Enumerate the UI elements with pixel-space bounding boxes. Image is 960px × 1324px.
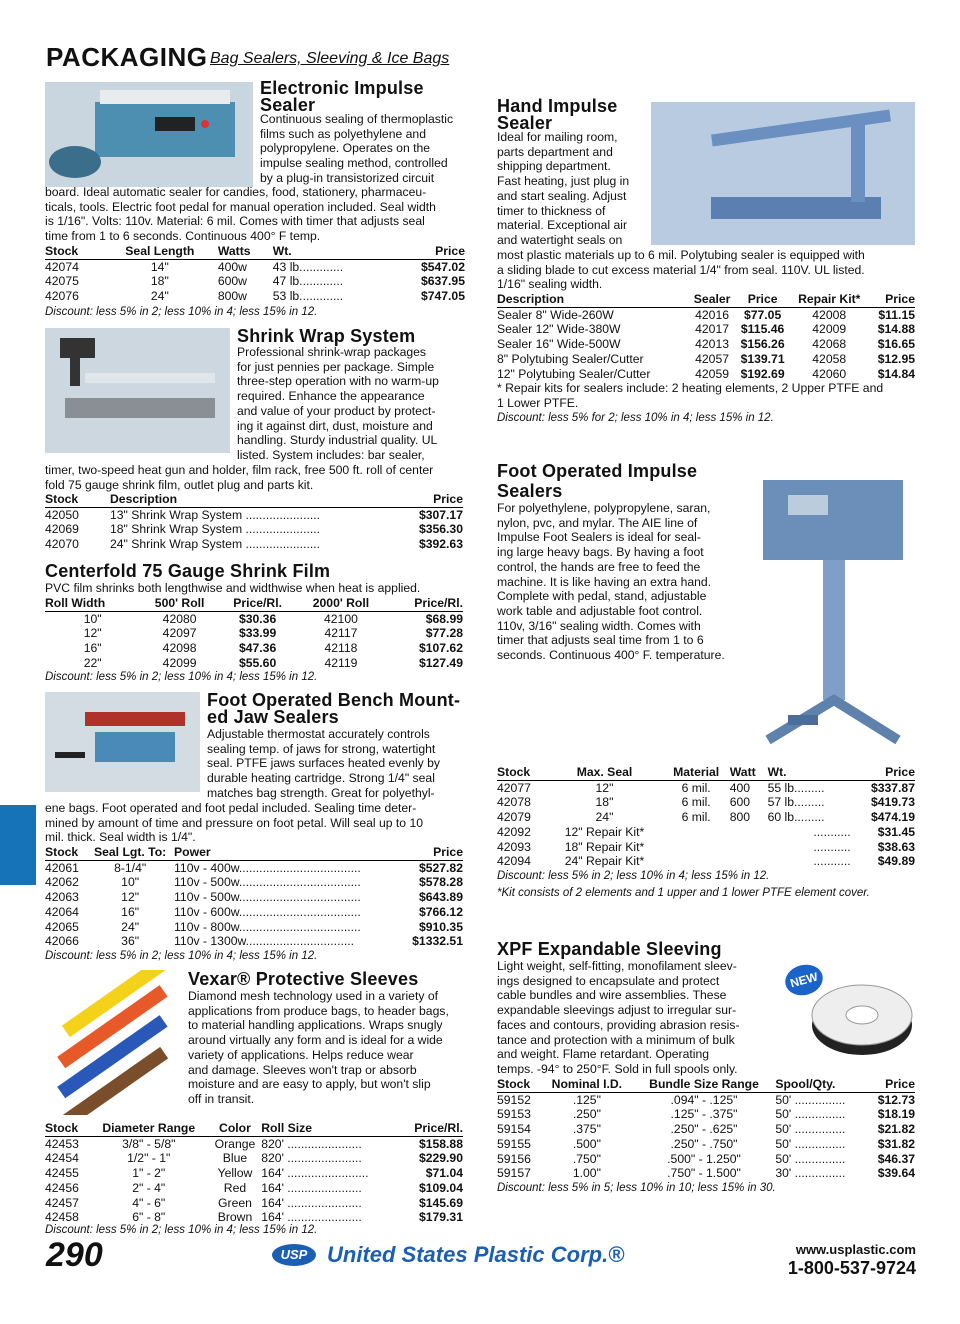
table-row: 42063 12" 110v - 500w.................................... $643.89 <box>45 890 463 905</box>
new-badge: NEW <box>782 961 826 1000</box>
table-row: 42066 36" 110v - 1300w................................ $1332.51 <box>45 934 463 949</box>
table-row: 59155 .500" .250" - .750" 50' ............... $31.82 <box>497 1136 915 1151</box>
foot-price-table: Stock Max. Seal Material Watt Wt. Price 42077 12" 6 mil. 400 55 lb......... $337.87 42078 18" 6 mil. 600 57 lb......... $419.73 42079 24" 6 mil. 800 60 lb......... $474.19 42092 12" Repair Kit* ........... $31.45 42093 18" Repair Kit* ........... $38.63 42094 24" Repair Kit* ........... $49.89 <box>497 765 915 869</box>
table-row: 42092 12" Repair Kit* ........... $31.45 <box>497 824 915 839</box>
shrink-wrap-image <box>45 328 230 453</box>
shrink-description: Professional shrink-wrap packages for just pennies per package. Simple three-step operation with no warm-up required. Enhance the appearance and value of your product by protect- ing it against dirt, dust, moisture and handling. Sturdy industrial quality. UL listed. System includes: bar sealer, <box>237 345 439 462</box>
vexar-sleeves-image <box>45 970 183 1115</box>
foot-discount: Discount: less 5% in 2; less 10% in 4; less 15% in 12. <box>497 870 770 882</box>
vexar-discount: Discount: less 5% in 2; less 10% in 4; less 15% in 12. <box>45 1224 318 1236</box>
table-row: 42065 24" 110v - 800w.................................... $910.35 <box>45 919 463 934</box>
table-row: 42077 12" 6 mil. 400 55 lb......... $337.87 <box>497 780 915 795</box>
electronic-sealer-image <box>45 82 253 187</box>
table-row: 8" Polytubing Sealer/Cutter 42057 $139.71 42058 $12.95 <box>497 351 915 366</box>
table-row: 42062 10" 110v - 500w.................................... $578.28 <box>45 875 463 890</box>
electronic-price-table: Stock Seal Length Watts Wt. Price 42074 14" 400w 43 lb............. $547.02 42075 18" 600w 47 lb............. $637.95 42076 24" 800w 53 lb............. $747.05 <box>45 244 465 304</box>
electronic-title: Electronic Impulse Sealer <box>260 78 424 115</box>
table-row: 42061 8-1/4" 110v - 400w.................................... $527.82 <box>45 860 463 875</box>
section-tab <box>0 805 36 885</box>
table-row: 42458 6" - 8" Brown 164' ...................... $179.31 <box>45 1210 463 1225</box>
table-row: 42075 18" 600w 47 lb............. $637.95 <box>45 274 465 289</box>
table-row: 42093 18" Repair Kit* ........... $38.63 <box>497 839 915 854</box>
table-row: 42094 24" Repair Kit* ........... $49.89 <box>497 854 915 869</box>
table-row: 42070 24" Shrink Wrap System ...................... $392.63 <box>45 537 463 552</box>
table-row: 12" 42097 $33.99 42117 $77.28 <box>83 626 463 641</box>
vexar-description: Diamond mesh technology used in a variety of applications from produce bags, to header bags, to material handling applications. Wraps snugly around virtually any form and is ideal for a wide variety of applications. Helps reduce wear and damage. Sleeves won't trap or absorb moisture and are easy to apply, but won't slip off in transit. <box>188 989 449 1106</box>
vexar-price-table: Stock Diameter Range Color Roll Size Price/Rl. 42453 3/8" - 5/8" Orange 820' ...................... $158.88 42454 1/2" - 1" Blue 820' ...................... $229.90 42455 1" - 2" Yellow 164' ........................ $71.04 42456 2" - 4" Red 164' ...................... $109.04 42457 4" - 6" Green 164' ...................... $145.69 42458 6" - 8" Brown 164' ...................... $179.31 <box>45 1121 463 1225</box>
page-subtitle: Bag Sealers, Sleeving & Ice Bags <box>210 50 450 67</box>
table-row: 42069 18" Shrink Wrap System ...................... $356.30 <box>45 522 463 537</box>
electronic-description-cont: board. Ideal automatic sealer for candies, food, stationery, pharmaceu- ticals, tools. Electric foot pedal for manual operation included. Seal width is 1/16". Volts: 110v. Material: 6 mil. Comes with timer that adjusts seal time from 1 to 6 seconds. Continuous 400° F temp. <box>45 185 436 244</box>
hand-description: Ideal for mailing room, parts department and shipping department. Fast heating, just plug in and start sealing. Adjust timer to thickness of material. Exceptional air and watertight seals on <box>497 130 630 247</box>
page-title: PACKAGING <box>46 42 208 72</box>
table-row: 22" 42099 $55.60 42119 $127.49 <box>83 655 463 670</box>
table-row: Sealer 8" Wide-260W 42016 $77.05 42008 $11.15 <box>497 307 915 322</box>
hand-repair-note: * Repair kits for sealers include: 2 heating elements, 2 Upper PTFE and 1 Lower PTFE. <box>497 381 884 410</box>
table-row: 59152 .125" .094" - .125" 50' ............... $12.73 <box>497 1092 915 1107</box>
table-row: 10" 42080 $30.36 42100 $68.99 <box>83 611 463 626</box>
centerfold-description: PVC film shrinks both lengthwise and widthwise when heat is applied. <box>45 581 421 595</box>
centerfold-price-table: Roll Width 500' Roll Price/Rl. 2000' Roll Price/Rl. 10" 42080 $30.36 42100 $68.99 12" 42097 $33.99 42117 $77.28 16" 42098 $47.36 42118 $107.62 22" 42099 $55.60 42119 $127.49 <box>45 596 463 670</box>
foot-description: For polyethylene, polypropylene, saran, nylon, pvc, and mylar. The AIE line of Impulse Foot Sealers is ideal for seal- ing large heavy bags. By having a foot control, the hands are free to feed the machine. It is like having an extra hand. Complete with pedal, stand, adjustable work table and adjustable foot control. 110v, 3/16" sealing width. Comes with timer that adjusts seal time from 1 to 6 seconds. Continuous 400° F. temperature. <box>497 501 725 663</box>
shrink-price-table: Stock Description Price 42050 13" Shrink Wrap System ...................... $307.17 42069 18" Shrink Wrap System ...................... $356.30 42070 24" Shrink Wrap System ...................... $392.63 <box>45 492 463 552</box>
table-row: 42076 24" 800w 53 lb............. $747.05 <box>45 289 465 304</box>
website-url[interactable]: www.usplastic.com <box>795 1242 916 1257</box>
table-row: 42079 24" 6 mil. 800 60 lb......... $474.19 <box>497 810 915 825</box>
hand-description-cont: most plastic materials up to 6 mil. Polytubing sealer is equipped with a sliding blade to cut excess material 1/4" from seal. 110V. UL listed. 1/16" sealing width. <box>497 248 865 292</box>
jaw-description: Adjustable thermostat accurately controls sealing temp. of jaws for strong, watertight seal. PTFE jaws surfaces heated evenly by durable heating cartridge. Strong 1/4" seal matches bag strength. Great for polyethyl- <box>207 727 441 800</box>
xpf-title: XPF Expandable Sleeving <box>497 939 722 959</box>
hand-sealer-image <box>651 102 915 245</box>
hand-price-table: Description Sealer Price Repair Kit* Price Sealer 8" Wide-260W 42016 $77.05 42008 $11.15 Sealer 12" Wide-380W 42017 $115.46 42009 $14.88 Sealer 16" Wide-500W 42013 $156.26 42068 $16.65 8" Polytubing Sealer/Cutter 42057 $139.71 42058 $12.95 12" Polytubing Sealer/Cutter 42059 $192.69 42060 $14.84 <box>497 292 915 381</box>
electronic-discount: Discount: less 5% in 2; less 10% in 4; less 15% in 12. <box>45 306 318 318</box>
table-row: Sealer 16" Wide-500W 42013 $156.26 42068 $16.65 <box>497 337 915 352</box>
vexar-title: Vexar® Protective Sleeves <box>188 969 419 989</box>
jaw-price-table: Stock Seal Lgt. To: Power Price 42061 8-1/4" 110v - 400w.................................... $527.82 42062 10" 110v - 500w.................................... $578.28 42063 12" 110v - 500w.................................... $643.89 42064 16" 110v - 600w.................................... $766.12 42065 24" 110v - 800w.................................... $910.35 42066 36" 110v - 1300w................................ $1332.51 <box>45 845 463 949</box>
table-row: 42453 3/8" - 5/8" Orange 820' ...................... $158.88 <box>45 1136 463 1151</box>
table-row: 42074 14" 400w 43 lb............. $547.02 <box>45 259 465 274</box>
foot-title: Foot Operated Impulse Sealers <box>497 461 698 501</box>
table-row: Sealer 12" Wide-380W 42017 $115.46 42009 $14.88 <box>497 322 915 337</box>
foot-sealer-image <box>748 470 918 755</box>
shrink-title: Shrink Wrap System <box>237 326 416 346</box>
table-row: 59154 .375" .250" - .625" 50' ............... $21.82 <box>497 1122 915 1137</box>
jaw-sealer-image <box>45 692 200 792</box>
table-row: 42454 1/2" - 1" Blue 820' ...................... $229.90 <box>45 1151 463 1166</box>
hand-title: Hand Impulse Sealer <box>497 96 618 133</box>
hand-discount: Discount: less 5% for 2; less 10% in 4; less 15% in 12. <box>497 412 774 424</box>
table-row: 42456 2" - 4" Red 164' ...................... $109.04 <box>45 1180 463 1195</box>
jaw-discount: Discount: less 5% in 2; less 10% in 4; less 15% in 12. <box>45 950 318 962</box>
centerfold-discount: Discount: less 5% in 2; less 10% in 4; less 15% in 12. <box>45 671 318 683</box>
table-row: 59153 .250" .125" - .375" 50' ............... $18.19 <box>497 1107 915 1122</box>
table-row: 42050 13" Shrink Wrap System ...................... $307.17 <box>45 507 463 522</box>
table-row: 16" 42098 $47.36 42118 $107.62 <box>83 641 463 656</box>
electronic-description: Continuous sealing of thermoplastic films such as polyethylene and polypropylene. Operates on the impulse sealing method, controlled by a plug-in transistorized circuit <box>260 112 454 185</box>
table-row: 42457 4" - 6" Green 164' ...................... $145.69 <box>45 1195 463 1210</box>
table-row: 42064 16" 110v - 600w.................................... $766.12 <box>45 904 463 919</box>
usp-logo: USP <box>272 1244 316 1266</box>
page-number: 290 <box>46 1236 103 1274</box>
table-row: 59157 1.00" .750" - 1.500" 30' ............... $39.64 <box>497 1166 915 1181</box>
table-row: 12" Polytubing Sealer/Cutter 42059 $192.69 42060 $14.84 <box>497 366 915 381</box>
foot-kit-note: *Kit consists of 2 elements and 1 upper and 1 lower PTFE element cover. <box>497 887 870 899</box>
jaw-description-cont: ene bags. Foot operated and foot pedal included. Sealing time deter- mined by amount of time and pressure on foot petal. Will seal up to 10 mil. thick. Seal width is 1/4". <box>45 801 424 845</box>
jaw-title: Foot Operated Bench Mount- ed Jaw Sealers <box>207 690 461 727</box>
table-row: 42455 1" - 2" Yellow 164' ........................ $71.04 <box>45 1166 463 1181</box>
xpf-discount: Discount: less 5% in 5; less 10% in 10; less 15% in 30. <box>497 1182 776 1194</box>
shrink-description-cont: timer, two-speed heat gun and holder, film rack, free 500 ft. roll of center fold 75 gauge shrink film, outlet plug and parts kit. <box>45 463 434 492</box>
table-row: 42078 18" 6 mil. 600 57 lb......... $419.73 <box>497 795 915 810</box>
table-row: 59156 .750" .500" - 1.250" 50' ............... $46.37 <box>497 1151 915 1166</box>
xpf-description: Light weight, self-fitting, monofilament sleev- ings designed to encapsulate and protect cable bundles and wire assemblies. These expandable sleevings adjust to irregular sur- faces and contours, providing abrasion resis- tance and protection with a minimum of bulk and weight. Flame retardant. Operating temps. -94° to 250°F. Sold in full spools only. <box>497 959 740 1076</box>
brand-name: United States Plastic Corp.® <box>327 1242 625 1267</box>
centerfold-title: Centerfold 75 Gauge Shrink Film <box>45 561 331 581</box>
phone-number: 1-800-537-9724 <box>787 1258 916 1278</box>
xpf-price-table: Stock Nominal I.D. Bundle Size Range Spool/Qty. Price 59152 .125" .094" - .125" 50' ............... $12.73 59153 .250" .125" - .375" 50' ............... $18.19 59154 .375" .250" - .625" 50' ............... $21.82 59155 .500" .250" - .750" 50' ............... $31.82 59156 .750" .500" - 1.250" 50' ............... $46.37 59157 1.00" .750" - 1.500" 30' ............... $39.64 <box>497 1077 915 1181</box>
